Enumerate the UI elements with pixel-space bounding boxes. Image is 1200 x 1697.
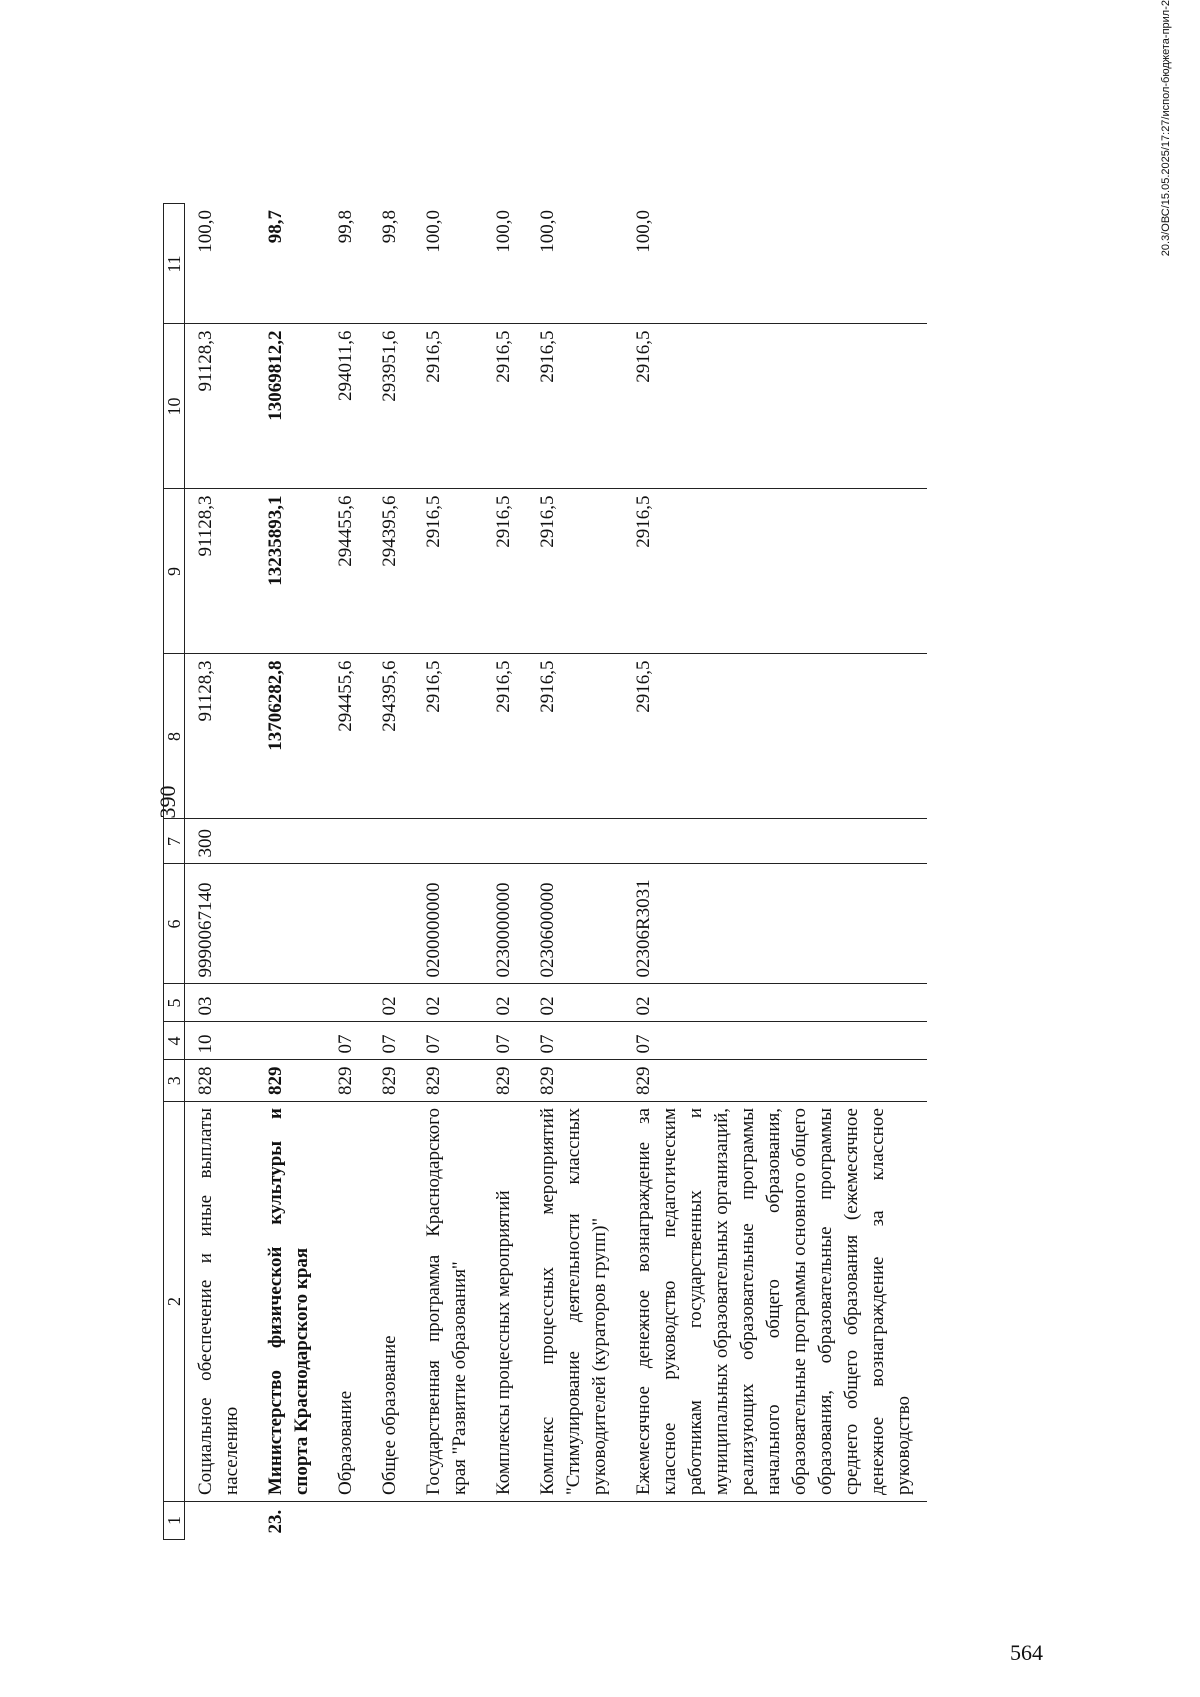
table-cell-9: 2916,5 xyxy=(413,489,483,654)
table-cell-8: 2916,5 xyxy=(623,654,927,819)
table-cell-2: Ежемесячное денежное вознаграждение за классное руководство педагогическим работникам государственных и муниципальных образовательных организаций, реализующих образовательные программы начального общего образования, образовательные программы основного общего образования, образовательные программы среднего общего образования (ежемесячное денежное вознаграждение за классное руководство xyxy=(623,1102,927,1502)
table-cell-1 xyxy=(483,1502,527,1540)
table-cell-8: 2916,5 xyxy=(413,654,483,819)
table-cell-6 xyxy=(369,864,413,984)
table-cell-1 xyxy=(369,1502,413,1540)
table-cell-6: 9990067140 xyxy=(185,864,256,984)
table-cell-7 xyxy=(325,819,369,864)
table-cell-9: 91128,3 xyxy=(185,489,256,654)
table-cell-4: 07 xyxy=(483,1022,527,1060)
table-cell-11: 100,0 xyxy=(623,204,927,324)
table-cell-2: Социальное обеспечение и иные выплаты населению xyxy=(185,1102,256,1502)
table-cell-3: 829 xyxy=(325,1060,369,1102)
table-cell-6 xyxy=(255,864,325,984)
table-row xyxy=(185,204,256,1540)
column-header: 1 xyxy=(164,1502,185,1540)
table-cell-2: Комплексы процессных мероприятий xyxy=(483,1102,527,1502)
table-cell-5: 02 xyxy=(369,984,413,1022)
table-cell-1 xyxy=(413,1502,483,1540)
table-cell-9: 2916,5 xyxy=(527,489,623,654)
table-cell-5 xyxy=(255,984,325,1022)
table-cell-6: 0200000000 xyxy=(413,864,483,984)
table-cell-5: 02 xyxy=(527,984,623,1022)
table-cell-3: 829 xyxy=(369,1060,413,1102)
table-cell-7 xyxy=(369,819,413,864)
table-cell-3: 829 xyxy=(483,1060,527,1102)
table-cell-1 xyxy=(325,1502,369,1540)
footer-file-path: 20.3/ОВС/15.05.2025/17:27/испол-бюджета-прил-2 xyxy=(1160,0,1172,257)
table-cell-8: 294395,6 xyxy=(369,654,413,819)
table-cell-9: 294455,6 xyxy=(325,489,369,654)
table-cell-11: 98,7 xyxy=(255,204,325,324)
rotated-page xyxy=(155,0,1200,1640)
table-cell-9: 294395,6 xyxy=(369,489,413,654)
table-cell-8: 294455,6 xyxy=(325,654,369,819)
table-cell-10: 2916,5 xyxy=(483,324,527,489)
table-cell-10: 2916,5 xyxy=(623,324,927,489)
table-row xyxy=(527,204,623,1540)
table-cell-9: 13235893,1 xyxy=(255,489,325,654)
table-cell-10: 91128,3 xyxy=(185,324,256,489)
table-cell-7 xyxy=(255,819,325,864)
table-cell-10: 293951,6 xyxy=(369,324,413,489)
table-cell-11: 99,8 xyxy=(369,204,413,324)
table-cell-4: 07 xyxy=(413,1022,483,1060)
table-cell-7 xyxy=(623,819,927,864)
table-cell-6 xyxy=(325,864,369,984)
table-cell-5: 02 xyxy=(413,984,483,1022)
table-cell-7: 300 xyxy=(185,819,256,864)
table-cell-3: 829 xyxy=(623,1060,927,1102)
table-cell-7 xyxy=(413,819,483,864)
table-cell-1 xyxy=(527,1502,623,1540)
column-header: 10 xyxy=(164,324,185,489)
column-header: 2 xyxy=(164,1102,185,1502)
table-row xyxy=(325,204,369,1540)
table-cell-6: 0230600000 xyxy=(527,864,623,984)
column-header: 6 xyxy=(164,864,185,984)
table-cell-5 xyxy=(325,984,369,1022)
table-cell-5: 02 xyxy=(483,984,527,1022)
table-cell-2: Комплекс процессных мероприятий "Стимулирование деятельности классных руководителей (кураторов групп)" xyxy=(527,1102,623,1502)
table-cell-3: 829 xyxy=(413,1060,483,1102)
table-cell-5: 03 xyxy=(185,984,256,1022)
table-cell-4: 07 xyxy=(623,1022,927,1060)
table-cell-11: 100,0 xyxy=(527,204,623,324)
table-row xyxy=(255,204,325,1540)
budget-table xyxy=(163,204,927,1541)
table-cell-8: 13706282,8 xyxy=(255,654,325,819)
table-cell-2: Общее образование xyxy=(369,1102,413,1502)
page-number: 390 xyxy=(155,785,180,819)
column-header: 4 xyxy=(164,1022,185,1060)
table-row xyxy=(369,204,413,1540)
table-cell-3: 828 xyxy=(185,1060,256,1102)
table-cell-4: 10 xyxy=(185,1022,256,1060)
table-cell-1: 23. xyxy=(265,1509,286,1534)
table-cell-4 xyxy=(255,1022,325,1060)
table-cell-7 xyxy=(483,819,527,864)
table-cell-7 xyxy=(527,819,623,864)
table-cell-2: Образование xyxy=(325,1102,369,1502)
table-cell-11: 100,0 xyxy=(483,204,527,324)
table-row xyxy=(483,204,527,1540)
table-cell-11: 99,8 xyxy=(325,204,369,324)
table-cell-11: 100,0 xyxy=(413,204,483,324)
table-cell-1 xyxy=(623,1502,927,1540)
column-header: 11 xyxy=(164,204,185,324)
column-header: 8 xyxy=(164,654,185,819)
column-header: 3 xyxy=(164,1060,185,1102)
table-cell-4: 07 xyxy=(369,1022,413,1060)
table-cell-5: 02 xyxy=(623,984,927,1022)
table-cell-10: 2916,5 xyxy=(413,324,483,489)
table-cell-1 xyxy=(185,1502,256,1540)
table-cell-9: 2916,5 xyxy=(623,489,927,654)
table-cell-11: 100,0 xyxy=(185,204,256,324)
table-cell-10: 294011,6 xyxy=(325,324,369,489)
table-cell-3: 829 xyxy=(527,1060,623,1102)
table-cell-10: 2916,5 xyxy=(527,324,623,489)
table-row xyxy=(413,204,483,1540)
table-cell-6: 0230000000 xyxy=(483,864,527,984)
table-cell-8: 91128,3 xyxy=(185,654,256,819)
table-cell-2: Государственная программа Краснодарского края "Развитие образования" xyxy=(413,1102,483,1502)
table-cell-6: 02306R3031 xyxy=(623,864,927,984)
table-cell-3: 829 xyxy=(255,1060,325,1102)
table-cell-4: 07 xyxy=(527,1022,623,1060)
column-header: 7 xyxy=(164,819,185,864)
sheet-number: 564 xyxy=(1010,1640,1043,1665)
table-row xyxy=(623,204,927,1540)
table-cell-9: 2916,5 xyxy=(483,489,527,654)
table-cell-4: 07 xyxy=(325,1022,369,1060)
column-header: 9 xyxy=(164,489,185,654)
table-cell-8: 2916,5 xyxy=(527,654,623,819)
table-cell-2: Министерство физической культуры и спорта Краснодарского края xyxy=(255,1102,325,1502)
table-cell-10: 13069812,2 xyxy=(255,324,325,489)
table-cell-8: 2916,5 xyxy=(483,654,527,819)
column-header: 5 xyxy=(164,984,185,1022)
column-number-row xyxy=(164,204,185,1540)
